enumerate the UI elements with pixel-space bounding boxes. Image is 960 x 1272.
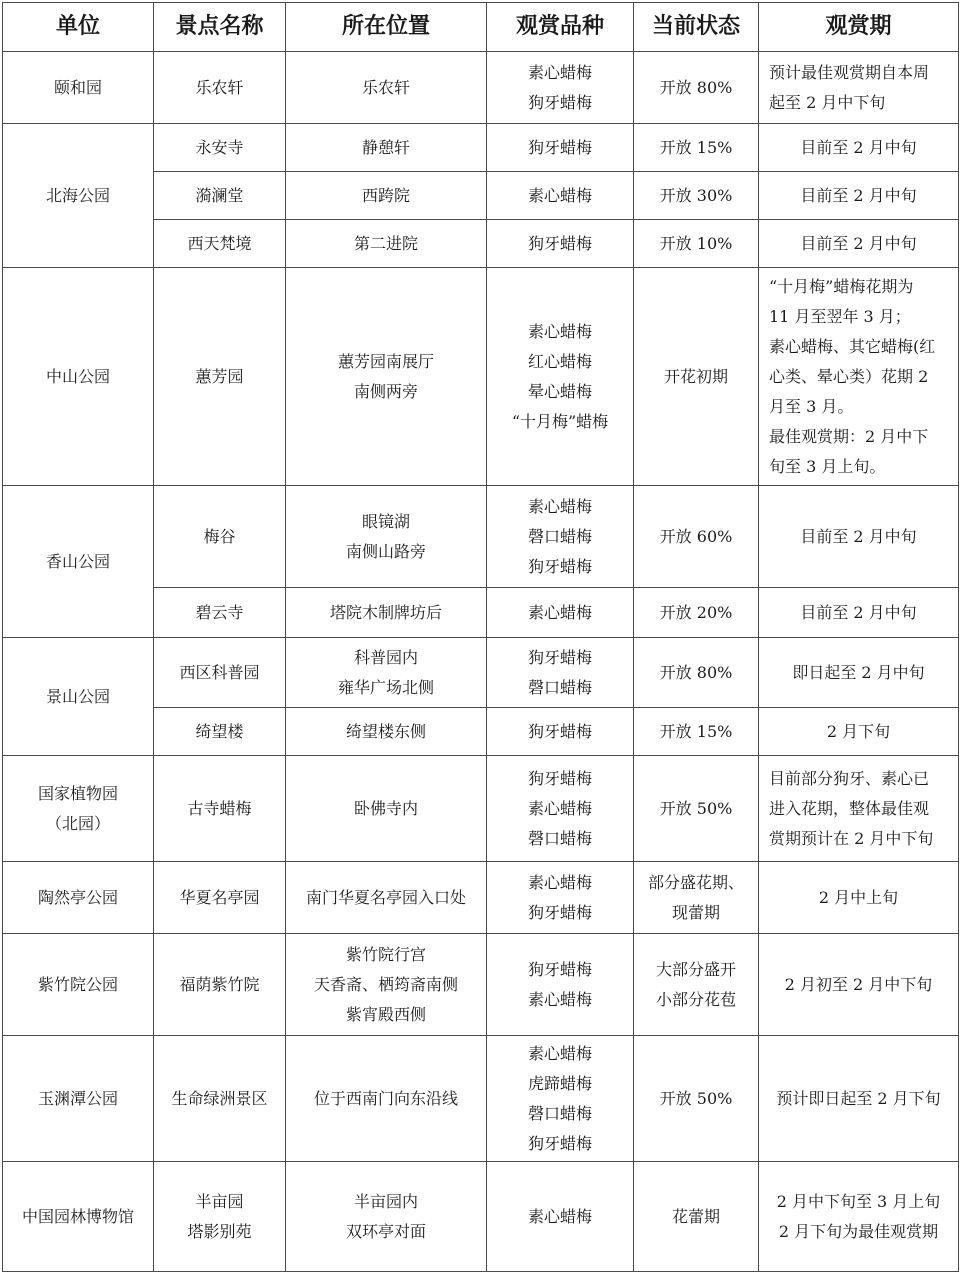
viewing-period-cell xyxy=(759,708,959,756)
spot-name-cell xyxy=(154,220,286,268)
viewing-period-line: 目前部分狗牙、素心已 xyxy=(769,768,930,788)
viewing-period-line: 目前至 2 月中旬 xyxy=(800,137,917,157)
viewing-period-line: 素心蜡梅、其它蜡梅(红 xyxy=(769,336,936,356)
location-cell xyxy=(286,52,487,124)
location-cell xyxy=(286,172,487,220)
variety-line: 狗牙蜡梅 xyxy=(527,556,592,576)
table-row xyxy=(3,486,959,588)
unit-name-line: 景山公园 xyxy=(45,686,110,706)
variety-line: 狗牙蜡梅 xyxy=(527,1133,592,1153)
variety-cell xyxy=(487,756,634,862)
unit-name-line: 紫竹院公园 xyxy=(37,974,118,994)
spot-name-line: 梅谷 xyxy=(203,526,236,546)
status-line: 部分盛花期、 xyxy=(647,872,744,892)
location-cell xyxy=(286,124,487,172)
location-cell xyxy=(286,638,487,708)
variety-cell xyxy=(487,486,634,588)
variety-line: 素心蜡梅 xyxy=(527,496,592,516)
location-line: 雍华广场北侧 xyxy=(337,677,434,697)
viewing-period-line: 2 月中下旬至 3 月上旬 xyxy=(776,1191,941,1211)
variety-cell xyxy=(487,220,634,268)
unit-name-line: 玉渊潭公园 xyxy=(37,1088,118,1108)
status-line: 开放 20% xyxy=(659,602,733,622)
viewing-period-line: 预计最佳观赏期自本周 xyxy=(769,62,930,82)
location-line: 南门华夏名亭园入口处 xyxy=(305,887,466,907)
table-row xyxy=(3,756,959,862)
variety-line: 素心蜡梅 xyxy=(527,989,592,1009)
variety-cell xyxy=(487,268,634,486)
spot-name-cell xyxy=(154,268,286,486)
viewing-period-line: 目前至 2 月中旬 xyxy=(800,602,917,622)
variety-line: 虎蹄蜡梅 xyxy=(527,1073,592,1093)
variety-cell xyxy=(487,52,634,124)
header-status: 当前状态 xyxy=(634,3,759,52)
variety-line: 磬口蜡梅 xyxy=(527,526,592,546)
variety-cell xyxy=(487,862,634,934)
spot-name-line: 绮望楼 xyxy=(195,721,244,741)
location-line: 静憩轩 xyxy=(361,137,410,157)
variety-line: 素心蜡梅 xyxy=(527,1206,592,1226)
viewing-period-line: 目前至 2 月中旬 xyxy=(800,526,917,546)
spot-name-line: 华夏名亭园 xyxy=(179,887,260,907)
location-line: 南侧山路旁 xyxy=(345,541,426,561)
variety-cell xyxy=(487,588,634,638)
location-line: 半亩园内 xyxy=(353,1191,418,1211)
location-line: 南侧两旁 xyxy=(353,381,418,401)
status-line: 开放 50% xyxy=(659,1088,733,1108)
viewing-period-cell xyxy=(759,756,959,862)
status-line: 开放 80% xyxy=(659,662,733,682)
viewing-period-cell xyxy=(759,862,959,934)
variety-line: 磬口蜡梅 xyxy=(527,677,592,697)
location-line: 科普园内 xyxy=(353,647,418,667)
location-cell xyxy=(286,1036,487,1162)
spot-name-cell xyxy=(154,1162,286,1272)
unit-name-line: 中国园林博物馆 xyxy=(21,1206,134,1226)
viewing-period-line: 预计即日起至 2 月下旬 xyxy=(776,1088,941,1108)
spot-name-cell xyxy=(154,862,286,934)
unit-cell xyxy=(3,124,154,268)
status-cell xyxy=(634,1162,759,1272)
unit-name-line: 国家植物园 xyxy=(37,783,118,803)
unit-cell xyxy=(3,638,154,756)
spot-name-line: 塔影别苑 xyxy=(187,1221,252,1241)
spot-name-cell xyxy=(154,588,286,638)
spot-name-cell xyxy=(154,934,286,1036)
spot-name-line: 西天梵境 xyxy=(187,233,252,253)
spot-name-cell xyxy=(154,52,286,124)
location-line: 紫竹院行宫 xyxy=(345,944,426,964)
viewing-period-line: 赏期预计在 2 月中下旬 xyxy=(769,828,934,848)
location-cell xyxy=(286,268,487,486)
header-spot-name: 景点名称 xyxy=(154,3,286,52)
variety-line: 狗牙蜡梅 xyxy=(527,647,592,667)
spot-name-cell xyxy=(154,486,286,588)
header-viewing-period: 观赏期 xyxy=(759,3,959,52)
variety-cell xyxy=(487,708,634,756)
location-line: 乐农轩 xyxy=(361,77,410,97)
viewing-period-cell xyxy=(759,934,959,1036)
location-line: 塔院木制牌坊后 xyxy=(329,602,442,622)
location-line: 位于西南门向东沿线 xyxy=(313,1088,458,1108)
plum-viewing-table xyxy=(2,2,959,1272)
variety-line: 狗牙蜡梅 xyxy=(527,959,592,979)
status-cell xyxy=(634,268,759,486)
unit-cell xyxy=(3,486,154,638)
viewing-period-cell xyxy=(759,588,959,638)
unit-cell xyxy=(3,268,154,486)
variety-line: 狗牙蜡梅 xyxy=(527,768,592,788)
spot-name-cell xyxy=(154,756,286,862)
unit-cell xyxy=(3,862,154,934)
status-cell xyxy=(634,486,759,588)
unit-name-line: 北海公园 xyxy=(45,185,110,205)
variety-line: 素心蜡梅 xyxy=(527,872,592,892)
unit-cell xyxy=(3,1162,154,1272)
location-cell xyxy=(286,708,487,756)
status-line: 开放 10% xyxy=(659,233,733,253)
status-line: 大部分盛开 xyxy=(655,959,736,979)
variety-line: 素心蜡梅 xyxy=(527,321,592,341)
location-cell xyxy=(286,756,487,862)
viewing-period-line: 旬至 3 月上旬。 xyxy=(769,456,886,476)
viewing-period-line: 目前至 2 月中旬 xyxy=(800,233,917,253)
table-body xyxy=(3,52,959,1272)
viewing-period-line: 2 月初至 2 月中下旬 xyxy=(784,974,933,994)
variety-line: 狗牙蜡梅 xyxy=(527,137,592,157)
table-row xyxy=(3,1036,959,1162)
status-cell xyxy=(634,934,759,1036)
variety-line: 红心蜡梅 xyxy=(527,351,592,371)
status-cell xyxy=(634,638,759,708)
status-cell xyxy=(634,220,759,268)
status-cell xyxy=(634,1036,759,1162)
location-line: 西跨院 xyxy=(361,185,410,205)
spot-name-line: 生命绿洲景区 xyxy=(171,1088,268,1108)
spot-name-line: 碧云寺 xyxy=(195,602,244,622)
status-line: 开花初期 xyxy=(663,366,728,386)
status-cell xyxy=(634,708,759,756)
status-cell xyxy=(634,172,759,220)
spot-name-cell xyxy=(154,172,286,220)
status-line: 小部分花苞 xyxy=(655,989,736,1009)
spot-name-line: 西区科普园 xyxy=(179,662,260,682)
viewing-period-line: “十月梅”蜡梅花期为 xyxy=(769,276,914,296)
status-line: 开放 80% xyxy=(659,77,733,97)
variety-cell xyxy=(487,172,634,220)
table-row xyxy=(3,638,959,708)
table-row xyxy=(3,124,959,172)
unit-name-line: 颐和园 xyxy=(53,77,102,97)
viewing-period-line: 11 月至翌年 3 月； xyxy=(769,306,911,326)
status-cell xyxy=(634,588,759,638)
unit-cell xyxy=(3,934,154,1036)
unit-name-line: （北园） xyxy=(45,813,110,833)
viewing-period-cell xyxy=(759,220,959,268)
viewing-period-line: 月至 3 月。 xyxy=(769,396,854,416)
spot-name-cell xyxy=(154,124,286,172)
viewing-period-cell xyxy=(759,52,959,124)
variety-line: 磬口蜡梅 xyxy=(527,1103,592,1123)
location-line: 卧佛寺内 xyxy=(353,798,418,818)
viewing-period-line: 目前至 2 月中旬 xyxy=(800,185,917,205)
spot-name-line: 蕙芳园 xyxy=(195,366,244,386)
unit-cell xyxy=(3,756,154,862)
table-row xyxy=(3,52,959,124)
viewing-period-cell xyxy=(759,1162,959,1272)
status-cell xyxy=(634,52,759,124)
unit-name-line: 香山公园 xyxy=(45,551,110,571)
viewing-period-cell xyxy=(759,1036,959,1162)
viewing-period-line: 2 月中上旬 xyxy=(818,887,899,907)
variety-line: 晕心蜡梅 xyxy=(527,381,592,401)
status-line: 开放 15% xyxy=(659,137,733,157)
unit-name-line: 中山公园 xyxy=(45,366,110,386)
viewing-period-line: 即日起至 2 月中旬 xyxy=(792,662,925,682)
unit-name-line: 陶然亭公园 xyxy=(37,887,118,907)
viewing-period-line: 起至 2 月中下旬 xyxy=(769,92,886,112)
variety-line: 素心蜡梅 xyxy=(527,602,592,622)
location-line: 蕙芳园南展厅 xyxy=(337,351,434,371)
variety-line: 狗牙蜡梅 xyxy=(527,721,592,741)
viewing-period-line: 最佳观赏期：2 月中下 xyxy=(769,426,929,446)
variety-cell xyxy=(487,638,634,708)
spot-name-cell xyxy=(154,1036,286,1162)
viewing-period-cell xyxy=(759,124,959,172)
spot-name-line: 半亩园 xyxy=(195,1191,244,1211)
viewing-period-cell xyxy=(759,268,959,486)
status-line: 开放 15% xyxy=(659,721,733,741)
viewing-period-line: 进入花期，整体最佳观 xyxy=(769,798,930,818)
location-line: 双环亭对面 xyxy=(345,1221,426,1241)
table-row xyxy=(3,862,959,934)
location-cell xyxy=(286,588,487,638)
variety-line: 素心蜡梅 xyxy=(527,185,592,205)
header-unit: 单位 xyxy=(3,3,154,52)
spot-name-line: 永安寺 xyxy=(195,137,244,157)
variety-line: 狗牙蜡梅 xyxy=(527,902,592,922)
variety-line: 磬口蜡梅 xyxy=(527,828,592,848)
variety-line: 素心蜡梅 xyxy=(527,62,592,82)
spot-name-line: 乐农轩 xyxy=(195,77,244,97)
variety-cell xyxy=(487,934,634,1036)
table-row xyxy=(3,1162,959,1272)
spot-name-line: 福荫紫竹院 xyxy=(179,974,260,994)
viewing-period-cell xyxy=(759,638,959,708)
variety-line: 狗牙蜡梅 xyxy=(527,233,592,253)
table-row xyxy=(3,268,959,486)
status-line: 开放 30% xyxy=(659,185,733,205)
location-line: 天香斋、栖筠斋南侧 xyxy=(313,974,458,994)
variety-line: 素心蜡梅 xyxy=(527,1043,592,1063)
location-cell xyxy=(286,934,487,1036)
variety-line: “十月梅”蜡梅 xyxy=(511,411,609,431)
variety-cell xyxy=(487,1162,634,1272)
location-line: 绮望楼东侧 xyxy=(345,721,426,741)
table-row xyxy=(3,934,959,1036)
status-line: 现蕾期 xyxy=(671,902,720,922)
spot-name-cell xyxy=(154,708,286,756)
location-cell xyxy=(286,862,487,934)
header-variety: 观赏品种 xyxy=(487,3,634,52)
location-line: 第二进院 xyxy=(353,233,418,253)
viewing-period-line: 2 月下旬 xyxy=(826,721,891,741)
location-cell xyxy=(286,1162,487,1272)
viewing-period-cell xyxy=(759,172,959,220)
status-line: 开放 50% xyxy=(659,798,733,818)
location-line: 眼镜湖 xyxy=(361,511,410,531)
viewing-period-line: 心类、晕心类）花期 2 xyxy=(769,366,929,386)
status-line: 花蕾期 xyxy=(671,1206,720,1226)
location-cell xyxy=(286,486,487,588)
header-location: 所在位置 xyxy=(286,3,487,52)
viewing-period-cell xyxy=(759,486,959,588)
status-line: 开放 60% xyxy=(659,526,733,546)
viewing-period-line: 2 月下旬为最佳观赏期 xyxy=(778,1221,939,1241)
status-cell xyxy=(634,124,759,172)
unit-cell xyxy=(3,1036,154,1162)
variety-cell xyxy=(487,124,634,172)
variety-line: 狗牙蜡梅 xyxy=(527,92,592,112)
variety-cell xyxy=(487,1036,634,1162)
location-line: 紫宵殿西侧 xyxy=(345,1004,426,1024)
header-row xyxy=(3,3,959,52)
spot-name-line: 漪澜堂 xyxy=(195,185,244,205)
spot-name-cell xyxy=(154,638,286,708)
status-cell xyxy=(634,862,759,934)
spot-name-line: 古寺蜡梅 xyxy=(187,798,252,818)
location-cell xyxy=(286,220,487,268)
unit-cell xyxy=(3,52,154,124)
status-cell xyxy=(634,756,759,862)
variety-line: 素心蜡梅 xyxy=(527,798,592,818)
